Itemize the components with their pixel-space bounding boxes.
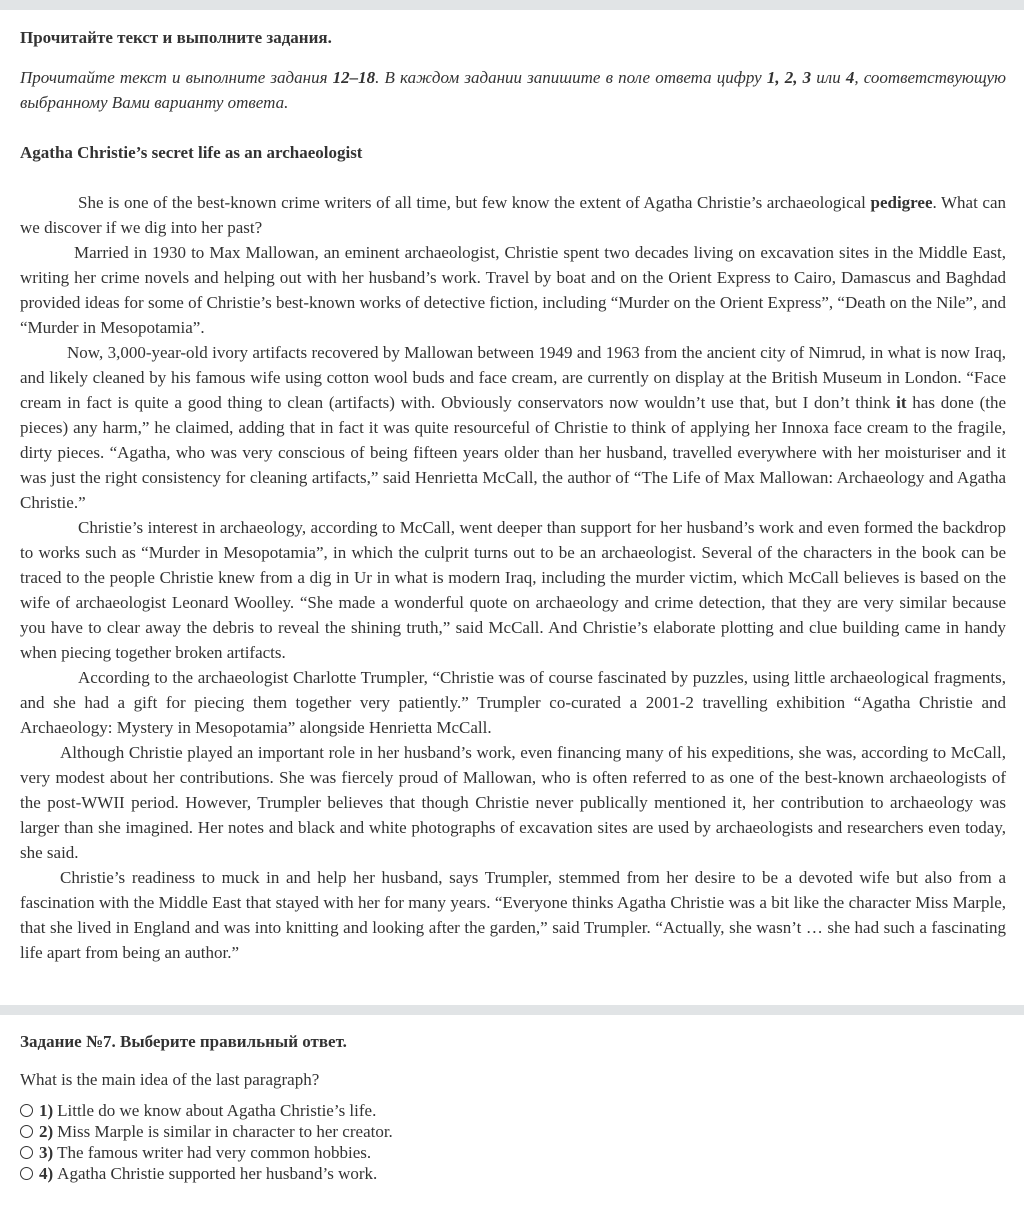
- top-divider-bar: [0, 0, 1024, 10]
- radio-button[interactable]: [20, 1167, 33, 1180]
- section-divider: [0, 1005, 1024, 1015]
- option-number: 4): [39, 1164, 54, 1183]
- answer-option[interactable]: [20, 1100, 1006, 1121]
- task-title: Задание №7. Выберите правильный ответ.: [20, 1032, 347, 1051]
- answer-options: [20, 1100, 1006, 1184]
- paragraph-3: [20, 340, 1006, 515]
- option-text: Little do we know about Agatha Christie’s life.: [57, 1101, 377, 1120]
- instruction-text-part: , соответствующую выбранному Вами варианту ответа.: [20, 68, 1006, 112]
- radio-button[interactable]: [20, 1104, 33, 1117]
- option-number: 2): [39, 1122, 54, 1141]
- text-span: She is one of the best-known crime writers of all time, but few know the extent of Agatha Christie’s archaeological: [78, 193, 871, 212]
- option-text: Agatha Christie supported her husband’s work.: [57, 1164, 378, 1183]
- text-span: has done (the pieces) any harm,” he claimed, adding that in fact it was quite resourceful of Christie to think of applying her Innoxa face cream to the fragile, dirty pieces. “Agatha, who was very conscious of being fifteen years older than her husband, travelled everywhere with her moisturiser and it was just the right consistency for cleaning artifacts,” said Henrietta McCall, the author of “The Life of Max Mallowan: Archaeology and Agatha Christie.”: [20, 393, 1006, 512]
- instruction-text-part: Прочитайте текст и выполните задания: [20, 68, 333, 87]
- paragraph-4: Christie’s interest in archaeology, according to McCall, went deeper than support for her husband’s work and even formed the backdrop to works such as “Murder in Mesopotamia”, in which the culprit turns out to be an archaeologist. Several of the characters in the book can be traced to the people Christie knew from a dig in Ur in what is modern Iraq, including the murder victim, which McCall believes is based on the wife of archaeologist Leonard Woolley. “She made a wonderful quote on archaeology and crime detection, that they are very similar because you have to clear away the debris to reveal the shining truth,” said McCall. And Christie’s elaborate plotting and clue building came in handy when piecing together broken artifacts.: [20, 518, 1006, 662]
- instructions-text: [20, 65, 1006, 115]
- answer-option[interactable]: [20, 1163, 1006, 1184]
- option-number: 1): [39, 1101, 54, 1120]
- task-range: 12–18: [332, 68, 376, 87]
- article-body: [20, 190, 1006, 965]
- task-question: What is the main idea of the last paragraph?: [20, 1070, 320, 1089]
- highlighted-word-pedigree: pedigree: [870, 193, 933, 212]
- option-text: Miss Marple is similar in character to her creator.: [57, 1122, 393, 1141]
- answer-option[interactable]: [20, 1142, 1006, 1163]
- option-number: 3): [39, 1143, 54, 1162]
- paragraph-7: Christie’s readiness to muck in and help her husband, says Trumpler, stemmed from her desire to be a devoted wife but also from a fascination with the Middle East that stayed with her for many years. “Everyone thinks Agatha Christie was a bit like the character Miss Marple, that she lived in England and was into knitting and looking after the garden,” said Trumpler. “Actually, she wasn’t … she had such a fascinating life apart from being an author.”: [20, 868, 1006, 962]
- instruction-text-part: . В каждом задании запишите в поле ответа цифру: [375, 68, 767, 87]
- radio-button[interactable]: [20, 1125, 33, 1138]
- paragraph-6: Although Christie played an important role in her husband’s work, even financing many of his expeditions, she was, according to McCall, very modest about her contributions. She was fiercely proud of Mallowan, who is often referred to as one of the best-known archaeologists of the post-WWII period. However, Trumpler believes that though Christie never publically mentioned it, her contribution to archaeology was larger than she imagined. Her notes and black and white photographs of excavation sites are used by archaeologists and researchers even today, she said.: [20, 743, 1006, 862]
- option-text: The famous writer had very common hobbies.: [57, 1143, 372, 1162]
- paragraph-2: Married in 1930 to Max Mallowan, an eminent archaeologist, Christie spent two decades living on excavation sites in the Middle East, writing her crime novels and helping out with her husband’s work. Travel by boat and on the Orient Express to Cairo, Damascus and Baghdad provided ideas for some of Christie’s best-known works of detective fiction, including “Murder on the Orient Express”, “Death on the Nile”, and “Murder in Mesopotamia”.: [20, 243, 1006, 337]
- paragraph-5: According to the archaeologist Charlotte Trumpler, “Christie was of course fascinated by puzzles, using little archaeological fragments, and she had a gift for piecing them together very patiently.” Trumpler co-curated a 2001-2 travelling exhibition “Agatha Christie and Archaeology: Mystery in Mesopotamia” alongside Henrietta McCall.: [20, 668, 1006, 737]
- text-span: Now, 3,000-year-old ivory artifacts recovered by Mallowan between 1949 and 1963 from the ancient city of Nimrud, in what is now Iraq, and likely cleaned by his famous wife using cotton wool buds and face cream, are currently on display at the British Museum in London. “Face cream in fact is quite a good thing to clean (artifacts) with. Obviously conservators now wouldn’t use that, but I don’t think: [20, 343, 1006, 412]
- answer-option[interactable]: [20, 1121, 1006, 1142]
- text-span: . What can we discover if we dig into her past?: [20, 193, 1006, 237]
- paragraph-1: [20, 190, 1006, 240]
- answer-digits: 1, 2, 3: [766, 68, 812, 87]
- radio-button[interactable]: [20, 1146, 33, 1159]
- answer-digit-last: 4: [845, 68, 855, 87]
- article-title: Agatha Christie’s secret life as an archaeologist: [20, 143, 363, 162]
- highlighted-word-it: it: [896, 393, 907, 412]
- instructions-heading: Прочитайте текст и выполните задания.: [20, 28, 332, 47]
- instruction-text-part: или: [811, 68, 846, 87]
